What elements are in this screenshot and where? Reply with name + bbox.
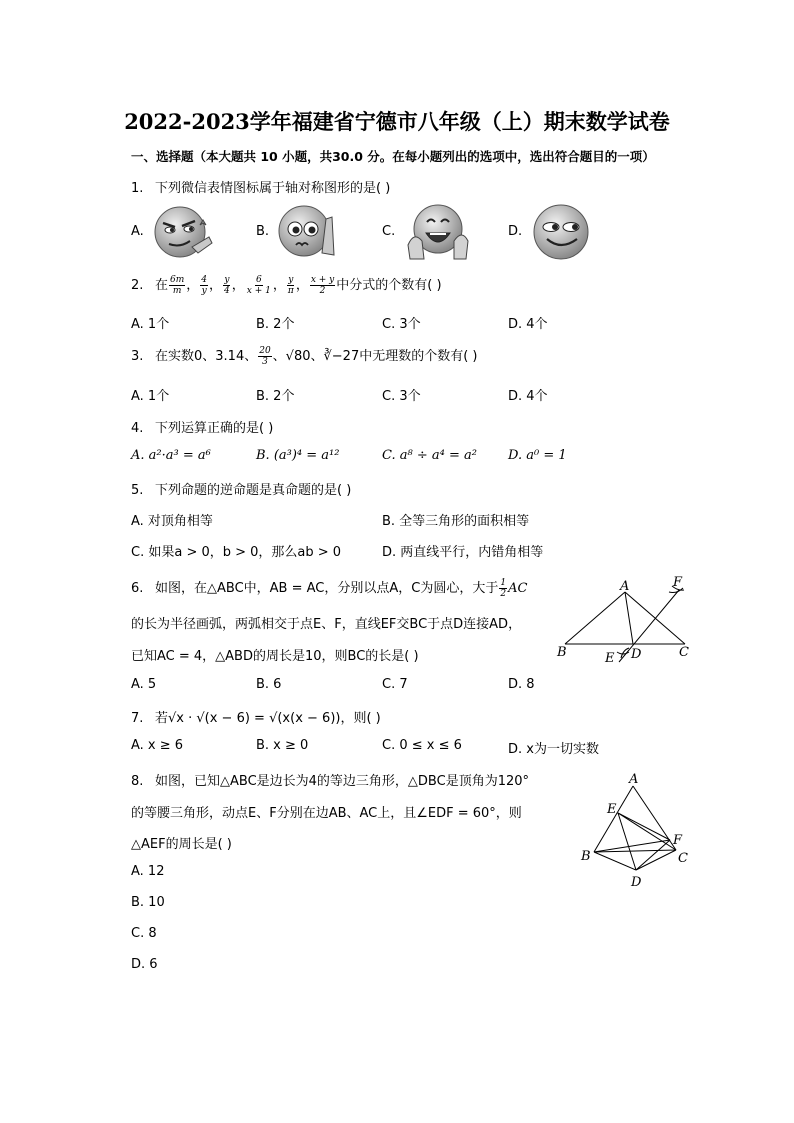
fraction: $\frac{6m}{m}$ (170, 275, 185, 296)
q6-option-c: C. 7 (382, 677, 408, 692)
point-label: C (678, 851, 688, 866)
q7-option-b: B. x ≥ 0 (256, 738, 309, 753)
question-7 (131, 707, 381, 726)
laughing-emoji-icon (404, 203, 470, 263)
question-number: 8. (131, 774, 144, 789)
q2-option-d: D. 4个 (508, 317, 548, 332)
q8-option-c: C. 8 (131, 926, 157, 941)
point-label: F (673, 575, 683, 590)
q1-option-a: A. (131, 224, 144, 239)
question-number: 7. (131, 711, 144, 726)
point-label: B (557, 645, 567, 660)
question-suffix: 中分式的个数有( ) (336, 278, 442, 293)
q1-option-c: C. (382, 224, 396, 239)
question-prefix: 在 (155, 278, 169, 293)
fraction: $\frac{y}{\pi}$ (287, 275, 294, 296)
q8-option-d: D. 6 (131, 957, 158, 972)
q4-option-a: A. a²·a³ = a⁶ (131, 448, 211, 463)
smirk-emoji-icon (152, 203, 214, 263)
fraction: $\frac{y}{4}$ (224, 275, 230, 296)
q4-option-b: B. (a³)⁴ = a¹² (256, 448, 340, 463)
question-number: 6. (131, 581, 144, 596)
point-label: E (607, 802, 617, 817)
q8-equilateral-figure (576, 768, 700, 892)
q4-option-c: C. a⁸ ÷ a⁴ = a² (382, 448, 477, 463)
question-text: 下列命题的逆命题是真命题的是( ) (155, 483, 352, 498)
exam-title: 2022-2023学年福建省宁德市八年级（上）期末数学试卷 (124, 109, 670, 134)
question-8-line-3: △AEF的周长是( ) (131, 837, 232, 852)
q6-option-a: A. 5 (131, 677, 157, 692)
math-ac: AC (508, 581, 528, 596)
point-label: B (581, 849, 591, 864)
q5-option-b: B. 全等三角形的面积相等 (382, 514, 530, 529)
q8-option-a: A. 12 (131, 864, 165, 879)
q3-option-a: A. 1个 (131, 389, 170, 404)
point-label: A (620, 579, 630, 594)
q2-option-a: A. 1个 (131, 317, 170, 332)
point-label: C (679, 645, 689, 660)
q3-option-d: D. 4个 (508, 389, 548, 404)
point-label: D (631, 647, 642, 662)
section-heading: 一、选择题（本大题共 10 小题，共30.0 分。在每小题列出的选项中，选出符合题目的一项） (131, 149, 655, 164)
question-3 (131, 345, 478, 367)
sly-smile-emoji-icon (532, 203, 592, 263)
q1-option-d: D. (508, 224, 523, 239)
q6-option-b: B. 6 (256, 677, 282, 692)
question-text: 在实数0、3.14、 (155, 349, 258, 364)
q3-option-c: C. 3个 (382, 389, 421, 404)
point-label: E (605, 651, 615, 666)
question-number: 1. (131, 181, 144, 196)
q7-option-d: D. x为一切实数 (508, 742, 599, 757)
q5-option-d: D. 两直线平行，内错角相等 (382, 545, 544, 560)
point-label: D (631, 875, 642, 890)
question-text: 如图，在△ABC中，AB = AC，分别以点A，C为圆心，大于 (155, 581, 499, 596)
worried-emoji-icon (278, 203, 338, 263)
q6-option-d: D. 8 (508, 677, 535, 692)
q7-option-c: C. 0 ≤ x ≤ 6 (382, 738, 462, 753)
question-text: 下列运算正确的是( ) (155, 421, 274, 436)
q8-option-b: B. 10 (131, 895, 165, 910)
question-4 (131, 417, 273, 436)
question-text: 若√x · √(x − 6) = √(x(x − 6))，则( ) (155, 711, 381, 726)
q7-option-a: A. x ≥ 6 (131, 738, 184, 753)
q2-option-b: B. 2个 (256, 317, 295, 332)
fraction: $\frac{20}{3}$ (259, 346, 271, 367)
question-text: 如图，已知△ABC是边长为4的等边三角形，△DBC是顶角为120° (155, 774, 530, 789)
question-6-line-3: 已知AC = 4，△ABD的周长是10，则BC的长是( ) (131, 649, 419, 664)
point-label: F (673, 833, 683, 848)
question-number: 4. (131, 421, 144, 436)
point-label: A (629, 772, 639, 787)
question-number: 5. (131, 483, 144, 498)
question-8-line-2: 的等腰三角形，动点E、F分别在边AB、AC上，且∠EDF = 60°，则 (131, 806, 522, 821)
q4-option-d: D. a⁰ = 1 (508, 448, 567, 463)
q2-option-c: C. 3个 (382, 317, 421, 332)
question-text-cont: 、√80、∛−27中无理数的个数有( ) (272, 349, 478, 364)
q5-option-a: A. 对顶角相等 (131, 514, 213, 529)
question-6 (131, 577, 527, 599)
question-1 (131, 177, 390, 196)
question-number: 3. (131, 349, 144, 364)
q5-option-c: C. 如果a > 0，b > 0，那么ab > 0 (131, 545, 342, 560)
question-number: 2. (131, 278, 144, 293)
question-text: 下列微信表情图标属于轴对称图形的是( ) (155, 181, 391, 196)
fraction: $\frac{4}{y}$ (201, 275, 208, 296)
fraction: $\frac{x + y}{2}$ (310, 275, 335, 296)
question-5 (131, 479, 351, 498)
fraction: $\frac{1}{2}$ (500, 578, 507, 599)
q1-option-b: B. (256, 224, 270, 239)
question-2: 2. 在 $\frac{6m}{m}$ ， $\frac{4}{y}$ ， $\frac{y}{4}$ ， $\frac{6}{x + 1}$ ， $\frac{y}{\pi}$ ， $\frac{x + y}{2}$ 中分式的个数有( ) (131, 275, 442, 296)
question-6-line-2: 的长为半径画弧，两弧相交于点E、F，直线EF交BC于点D连接AD， (131, 617, 522, 632)
q3-option-b: B. 2个 (256, 389, 295, 404)
question-8 (131, 770, 529, 789)
q6-triangle-figure (553, 572, 698, 668)
fraction: $\frac{6}{x + 1}$ (246, 275, 271, 296)
